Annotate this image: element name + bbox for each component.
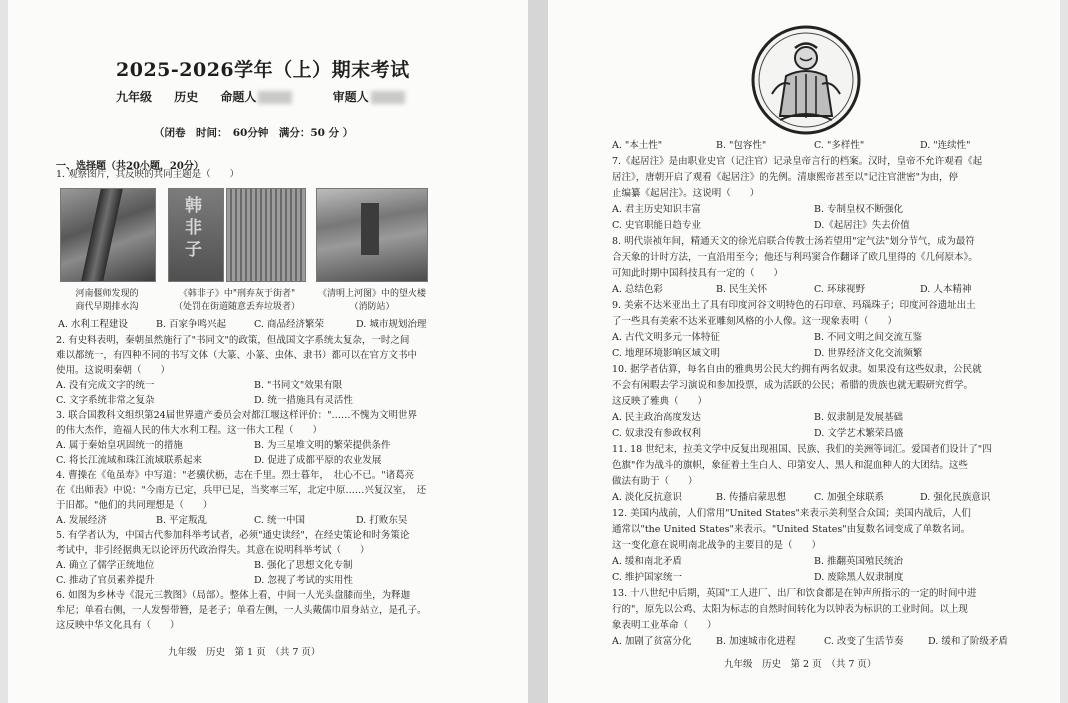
q3-line: 3. 联合国教科文组织第24届世界遗产委员会对都江堰这样评价："……不愧为文明世界 (56, 410, 418, 421)
q5-option-a: A. 确立了儒学正统地位 (56, 560, 155, 571)
q9-option-d: D. 世界经济文化交流频繁 (814, 348, 923, 359)
caption-line: 《韩非子》中"刑弃灰于街者" (178, 289, 296, 299)
q2-line: 难以都统一，有四种不同的书写文体（大篆、小篆、虫体、隶书）都可以在官方文书中 (56, 350, 418, 361)
q5-option-d: D. 忽视了考试的实用性 (254, 575, 353, 586)
q9-line: 9. 美索不达米亚出土了具有印度河谷文明特色的石印章、玛瑙珠子；印度河谷遗址出土 (612, 300, 976, 311)
q13-line: 13. 十八世纪中后期，英国"工人进厂、出厂和饮食都是在钟声所指示的一定的时间中进 (612, 588, 977, 599)
q8-option-c: C. 环球视野 (814, 284, 865, 295)
q12-option-a: A. 缓和南北矛盾 (612, 556, 682, 567)
exam-meta (116, 88, 441, 105)
q8-option-d: D. 人本精神 (920, 284, 972, 295)
q4-option-d: D. 打败东吴 (356, 515, 408, 526)
q7-option-c: C. 史官职能日趋专业 (612, 220, 701, 231)
q4-option-a: A. 发展经济 (56, 515, 107, 526)
page-gap (528, 0, 548, 703)
q13-option-a: A. 加剧了贫富分化 (612, 636, 692, 647)
q13-option-d: D. 缓和了阶级矛盾 (928, 636, 1008, 647)
q12-line: 通常以"the United States"来表示。"United States"由复数名词变成了单数名词。 (612, 524, 971, 535)
photo1-caption (52, 288, 162, 314)
q2-option-c: C. 文字系统非常之复杂 (56, 395, 155, 406)
q3-line: 的伟大杰作，造福人民的伟大水利工程。这一伟大工程（ ） (56, 425, 323, 436)
q5-line: 5. 有学者认为，中国古代参加科举考试者，必须"通史读经"，在经史策论和时务策论 (56, 530, 410, 541)
q2-line: 2. 有史料表明，秦朝虽然施行了"书同文"的政策，但战国文字系统太复杂，一时之间 (56, 335, 410, 346)
q4-line: 于旧都。"他们的共同理想是（ ） (56, 500, 213, 511)
q8-line: 可知此时期中国科技具有一定的（ ） (612, 268, 784, 279)
q11-line: 色旗"作为战斗的旗帜，象征着土生白人、印第安人、黑人和混血种人的大团结。这些 (612, 460, 968, 471)
q11-option-c: C. 加强全球联系 (814, 492, 884, 503)
q5-line: 考试中，非引经据典无以论评历代政治得失。其意在说明科举考试（ ） (56, 545, 370, 556)
q6-line: 这反映中华文化具有（ ） (56, 620, 180, 631)
q3-option-d: D. 促进了成都平原的农业发展 (254, 455, 382, 466)
q3-option-b: B. 为三星堆文明的繁荣提供条件 (254, 440, 391, 451)
q10-option-a: A. 民主政治高度发达 (612, 412, 701, 423)
q11-line: 11. 18 世纪末，拉美文学中反复出现祖国、民族、我们的美洲等词汇。爱国者们设计了"四 (612, 444, 992, 455)
q7-line: 居注》，唐朝开启了观看《起居注》的先例。清康熙帝甚至以"记注官泄密"为由，停 (612, 172, 958, 183)
q1-option-b: B. 百家争鸣兴起 (156, 319, 227, 330)
redacted-name (371, 91, 405, 104)
q12-option-d: D. 废除黑人奴隶制度 (814, 572, 904, 583)
q8-line: 8. 明代崇祯年间，精通天文的徐光启联合传教士汤若望用"定气法"划分节气，成为最符 (612, 236, 975, 247)
q10-line: 10. 据学者估算，每名自由的雅典男公民大约拥有两名奴隶。如果没有这些奴隶，公民就 (612, 364, 982, 375)
q10-line: 不会有闲暇去学习演说和参加投票，成为活跃的公民；希腊的贵族也就无暇研究哲学。 (612, 380, 974, 391)
bamboo-slips-photo (226, 188, 306, 282)
q8-option-a: A. 总结色彩 (612, 284, 663, 295)
q9-line: 了一些具有美索不达米亚雕刻风格的小人像。这一现象表明（ ） (612, 316, 898, 327)
caption-line: 河南偃师发现的 (75, 289, 139, 299)
q2-option-b: B. "书同文"效果有限 (254, 380, 343, 391)
hanfeizi-book-photo (168, 188, 224, 282)
q10-line: 这反映了雅典（ ） (612, 396, 708, 407)
q11-option-a: A. 淡化反抗意识 (612, 492, 682, 503)
q8-option-b: B. 民生关怀 (716, 284, 768, 295)
section-title: 一、选择题（共20小题，20分） (56, 161, 204, 172)
q9-option-c: C. 地理环境影响区域文明 (612, 348, 720, 359)
q6-line: 牟尼；单看右侧，一人发髻带簪，是老子；单看左侧，一人头戴儒巾眉身站立，是孔子。 (56, 605, 427, 616)
book-title-text: 韩非子 (185, 196, 202, 260)
q5-option-c: C. 推动了官员素养提升 (56, 575, 155, 586)
q5-option-b: B. 强化了思想文化专制 (254, 560, 353, 571)
q9-option-a: A. 古代文明多元一体特征 (612, 332, 720, 343)
q6-line: 6. 如图为乡林寺《混元三教图》（局部）。整体上看，中间一人光头盘膝而坐，为释迦 (56, 590, 411, 601)
drainage-ditch-photo (60, 188, 156, 282)
q9-option-b: B. 不同文明之间交流互鉴 (814, 332, 923, 343)
q1-option-d: D. 城市规划治理 (356, 319, 427, 330)
q13-line: 象表明工业革命（ ） (612, 620, 717, 631)
q7-line: 7.《起居注》是由职业史官（记注官）记录皇帝言行的档案。汉时，皇帝不允许观看《起 (612, 156, 983, 167)
page-title: 2025-2026学年（上）期末考试 (116, 59, 410, 81)
subject: 历史 (174, 90, 199, 104)
q6-option-b: B. "包容性" (716, 140, 767, 151)
q10-option-c: C. 奴隶没有参政权利 (612, 428, 701, 439)
q8-line: 合天象的计时方法，一直沿用至今；他还与利玛窦合作翻译了欧几里得的《几何原本》。 (612, 252, 978, 263)
q4-option-c: C. 统一中国 (254, 515, 305, 526)
q10-option-b: B. 奴隶制是发展基础 (814, 412, 904, 423)
q2-option-d: D. 统一措施具有灵活性 (254, 395, 353, 406)
reviewer (333, 90, 423, 104)
q1-option-c: C. 商品经济繁荣 (254, 319, 324, 330)
q12-line: 这一变化意在说明南北战争的主要目的是（ ） (612, 540, 822, 551)
q11-line: 做法有助于（ ） (612, 476, 698, 487)
q11-option-d: D. 强化民族意识 (920, 492, 991, 503)
q2-line: 使用。这说明秦朝（ ） (56, 365, 171, 376)
q4-line: 在《出师表》中说："今南方已定，兵甲已足，当奖率三军，北定中原……兴复汉室， 还 (56, 485, 427, 496)
q6-option-a: A. "本土性" (612, 140, 663, 151)
caption-line: （消防站） (349, 302, 395, 312)
q12-line: 12. 美国内战前，人们常用"United States"来表示美利坚合众国；美国内战后，人们 (612, 508, 971, 519)
q1-stem: 1. 观察图片，其反映的共同主题是（ ） (56, 169, 240, 180)
q7-line: 止编纂《起居注》。这说明（ ） (612, 188, 760, 199)
q6-option-c: C. "多样性" (814, 140, 865, 151)
caption-line: 《清明上河图》中的望火楼 (317, 289, 426, 299)
q11-option-b: B. 传播启蒙思想 (716, 492, 787, 503)
q13-option-c: C. 改变了生活节奏 (824, 636, 904, 647)
q12-option-b: B. 推翻英国殖民统治 (814, 556, 904, 567)
q1-option-a: A. 水利工程建设 (58, 319, 128, 330)
caption-line: 商代早期排水沟 (75, 302, 139, 312)
exam-info: （闭卷 时间： 60分钟 满分：50 分 ） (154, 127, 354, 139)
caption-line: （处罚在街道随意丢弃垃圾者） (173, 302, 300, 312)
q6-option-d: D. "连续性" (920, 140, 971, 151)
q7-option-b: B. 专制皇权不断强化 (814, 204, 904, 215)
sanjiao-figure-illustration (750, 24, 862, 136)
exam-page-2 (548, 0, 1060, 703)
reviewer-label: 审题人 (332, 90, 369, 104)
page-footer: 九年级 历史 第 1 页 （共 7 页） (168, 647, 321, 658)
q13-option-b: B. 加速城市化进程 (716, 636, 796, 647)
watchtower-painting-photo (316, 188, 428, 282)
q2-option-a: A. 没有完成文字的统一 (56, 380, 155, 391)
q3-option-c: C. 将长江流域和珠江流域联系起来 (56, 455, 202, 466)
redacted-name (258, 91, 292, 104)
photo2-caption (162, 288, 312, 314)
q10-option-d: D. 文学艺术繁荣昌盛 (814, 428, 904, 439)
setter (220, 90, 310, 104)
q13-line: 行的"，原先以公鸡、太阳为标志的自然时间转化为以钟表为标识的工业时间。以上现 (612, 604, 968, 615)
photo3-caption (312, 288, 432, 314)
page-footer: 九年级 历史 第 2 页 （共 7 页） (724, 659, 877, 670)
q4-option-b: B. 平定叛乱 (156, 515, 208, 526)
q12-option-c: C. 维护国家统一 (612, 572, 682, 583)
q7-option-a: A. 君主历史知识丰富 (612, 204, 701, 215)
q7-option-d: D.《起居注》失去价值 (814, 220, 910, 231)
q4-line: 4. 曹操在《龟虽寿》中写道："老骥伏枥，志在千里。烈士暮年， 壮心不已。"诸葛亮 (56, 470, 415, 481)
q3-option-a: A. 属于秦始皇巩固统一的措施 (56, 440, 183, 451)
setter-label: 命题人 (220, 90, 257, 104)
grade: 九年级 (116, 90, 153, 104)
exam-page-1 (8, 0, 528, 703)
